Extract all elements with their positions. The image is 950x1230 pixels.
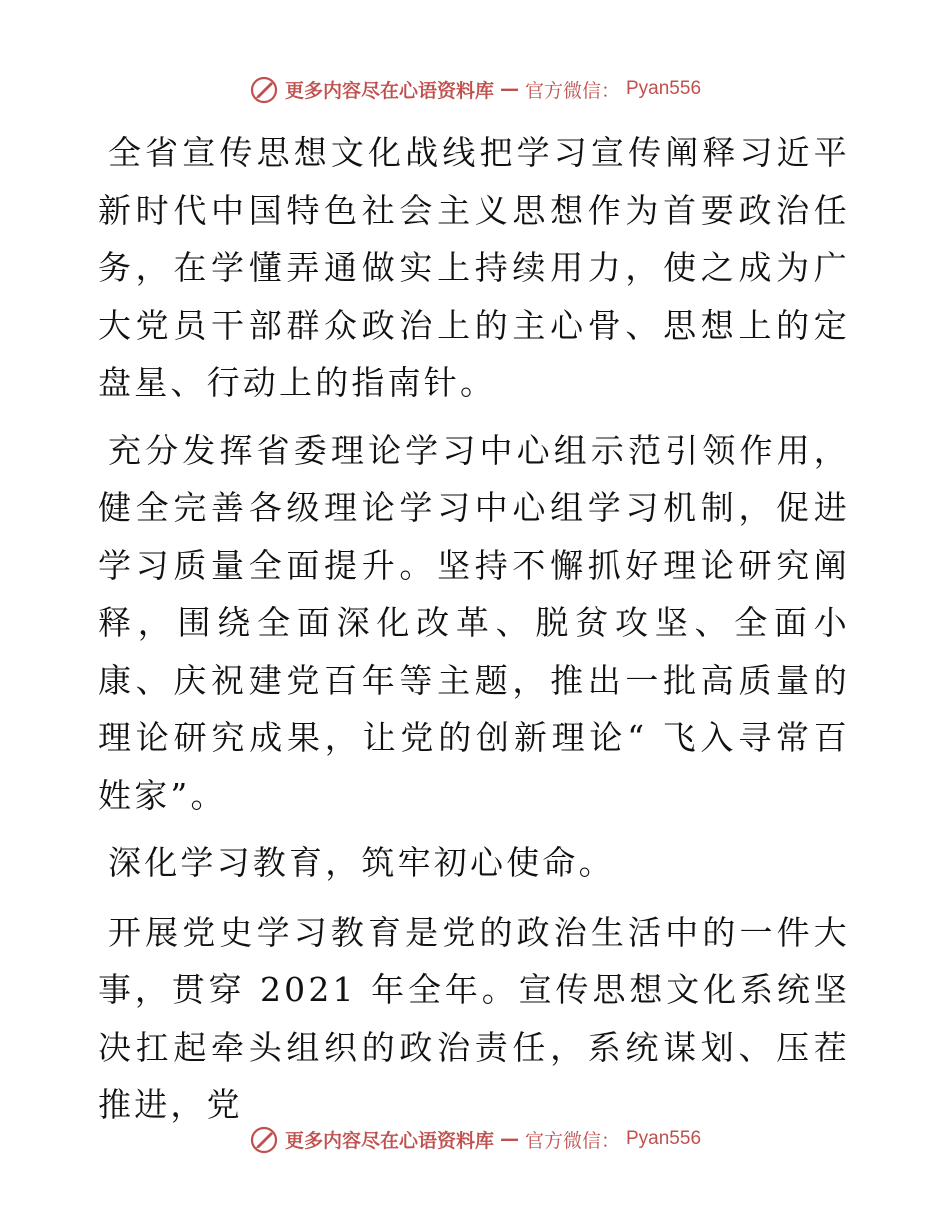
watermark-wechat-id: Pyan556 — [626, 78, 702, 99]
paragraph-3: 深化学习教育，筑牢初心使命。 — [108, 843, 615, 882]
paragraph-2: 充分发挥省委理论学习中心组示范引领作用，健全完善各级理论学习中心组学习机制，促进学习质量全面提升。坚持不懈抓好理论研究阐释，围绕全面深化改革、脱贫攻坚、全面小康、庆祝建党百年等主题，推出一批高质量的理论研究成果，让党的创新理论“ 飞入寻常百姓家”。 — [98, 430, 850, 815]
quill-logo-icon — [249, 74, 279, 104]
header-watermark — [0, 74, 950, 104]
watermark-main-text: 更多内容尽在心语资料库 — [284, 1129, 494, 1152]
paragraph-1: 全省宣传思想文化战线把学习宣传阐释习近平新时代中国特色社会主义思想作为首要政治任务，在学懂弄通做实上持续用力，使之成为广大党员干部群众政治上的主心骨、思想上的定盘星、行动上的指南针。 — [98, 133, 850, 402]
document-body — [98, 124, 850, 1144]
paragraph-4: 开展党史学习教育是党的政治生活中的一件大事，贯穿 2021 年全年。宣传思想文化系统坚决扛起牵头组织的政治责任，系统谋划、压茬推进，党 — [98, 912, 850, 1124]
watermark-dash: — — [499, 1128, 519, 1150]
quill-logo-icon — [249, 1124, 279, 1154]
watermark-dash: — — [499, 78, 519, 100]
watermark-suffix-text: 官方微信： — [524, 1129, 620, 1152]
footer-watermark — [0, 1124, 950, 1154]
watermark-suffix-text: 官方微信： — [524, 79, 620, 102]
watermark-wechat-id: Pyan556 — [626, 1128, 702, 1149]
watermark-main-text: 更多内容尽在心语资料库 — [284, 79, 494, 102]
